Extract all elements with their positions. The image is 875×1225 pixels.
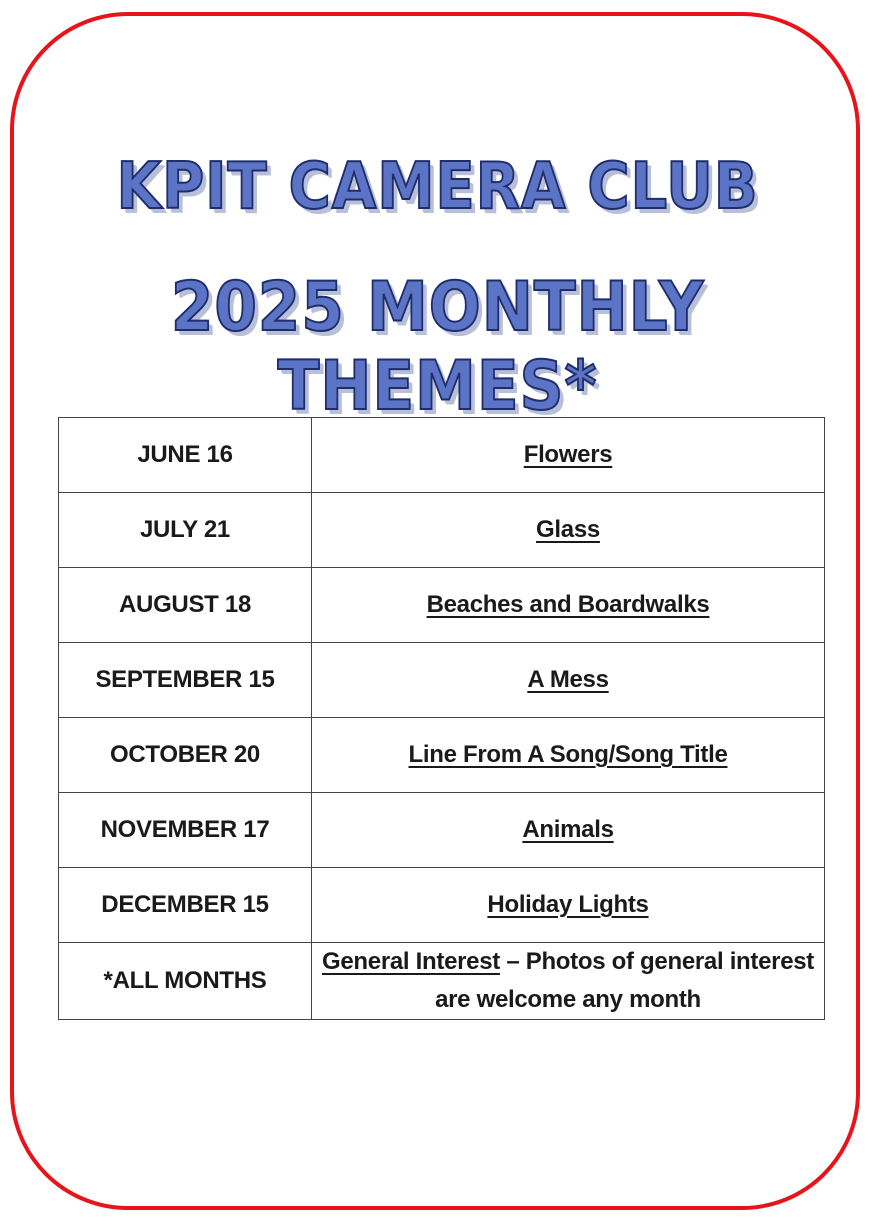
table-row [59, 868, 825, 943]
theme-label: A Mess [527, 666, 609, 693]
themes-table [58, 417, 825, 1020]
date-cell: SEPTEMBER 15 [59, 643, 312, 718]
table-row [59, 643, 825, 718]
theme-label: Animals [522, 816, 614, 843]
theme-cell [312, 568, 825, 643]
theme-cell [312, 643, 825, 718]
date-cell: JULY 21 [59, 493, 312, 568]
table-row-all-months [59, 943, 825, 1020]
date-cell: OCTOBER 20 [59, 718, 312, 793]
theme-cell [312, 943, 825, 1020]
theme-label: Beaches and Boardwalks [426, 591, 710, 618]
themes-title: 2025 MONTHLY THEMES* [170, 268, 705, 426]
theme-cell [312, 868, 825, 943]
theme-cell [312, 793, 825, 868]
club-title: KPIT CAMERA CLUB [116, 150, 759, 224]
theme-cell [312, 718, 825, 793]
date-cell: AUGUST 18 [59, 568, 312, 643]
table-row [59, 718, 825, 793]
date-cell: DECEMBER 15 [59, 868, 312, 943]
date-cell: NOVEMBER 17 [59, 793, 312, 868]
theme-description-line1: – Photos of general interest [499, 948, 814, 975]
theme-cell [312, 418, 825, 493]
theme-label: Line From A Song/Song Title [408, 741, 728, 768]
date-cell: *ALL MONTHS [59, 943, 312, 1020]
table-row [59, 568, 825, 643]
theme-description-line2: are welcome any month [435, 986, 701, 1013]
theme-label: Flowers [523, 441, 613, 468]
table-row [59, 418, 825, 493]
date-cell: JUNE 16 [59, 418, 312, 493]
table-row [59, 493, 825, 568]
theme-label: General Interest [322, 948, 500, 975]
theme-label: Glass [536, 516, 600, 543]
table-row [59, 793, 825, 868]
theme-cell [312, 493, 825, 568]
theme-label: Holiday Lights [487, 891, 649, 918]
